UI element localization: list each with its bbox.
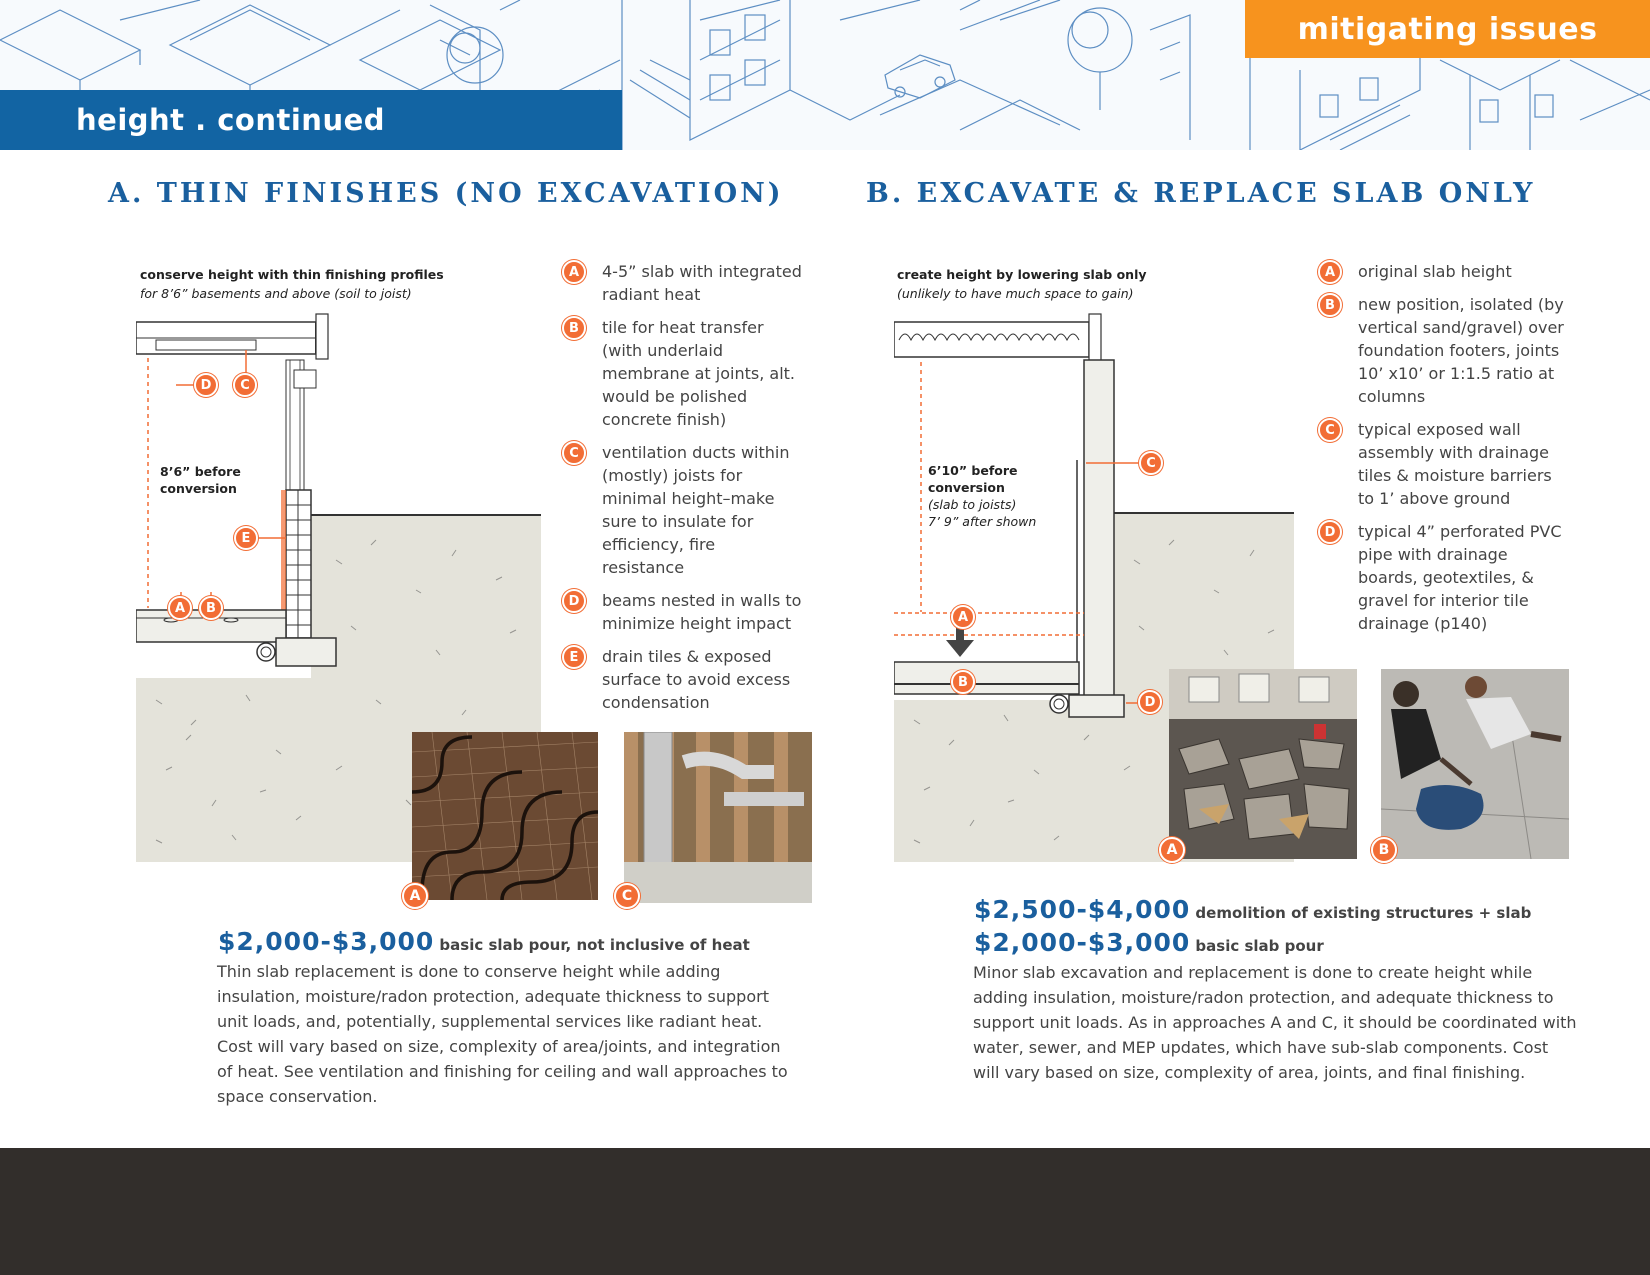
- section-a-cost: [218, 927, 750, 956]
- legend-item: [1318, 293, 1568, 408]
- ventilation-ducts-photo: [624, 732, 812, 903]
- section-tag: height . continued: [0, 90, 622, 150]
- legend-item: [562, 441, 802, 579]
- section-a-diagram-caption: [140, 265, 444, 303]
- legend-item: [562, 589, 802, 635]
- section-a-title: A. THIN FINISHES (NO EXCAVATION): [108, 178, 784, 209]
- legend-item: [1318, 520, 1568, 635]
- section-b-title: B. EXCAVATE & REPLACE SLAB ONLY: [866, 178, 1536, 209]
- diagram-pin-b: B: [199, 596, 223, 620]
- legend-item: [562, 316, 802, 431]
- legend-item: [562, 645, 802, 714]
- legend-badge: A: [1318, 260, 1342, 284]
- slab-demolition-photo: [1169, 669, 1357, 859]
- radiant-heat-photo: [412, 732, 598, 900]
- legend-text: original slab height: [1358, 262, 1512, 281]
- section-a-dimension-label: 8’6” before conversion: [160, 464, 241, 496]
- cost-description: demolition of existing structures + slab: [1195, 904, 1532, 922]
- cost-amount: $2,500-$4,000: [974, 895, 1191, 924]
- diagram-pin-d: D: [194, 373, 218, 397]
- slab-pour-photo: [1381, 669, 1569, 859]
- legend-badge: D: [1318, 520, 1342, 544]
- diagram-pin-e: E: [234, 526, 258, 550]
- caption-bold: conserve height with thin finishing profiles: [140, 267, 444, 282]
- legend-badge: E: [562, 645, 586, 669]
- legend-badge: A: [562, 260, 586, 284]
- photo-pin-b: B: [1371, 837, 1397, 863]
- cost-amount: $2,000-$3,000: [218, 927, 435, 956]
- legend-badge: C: [1318, 418, 1342, 442]
- diagram-pin-a: A: [951, 605, 975, 629]
- cost-description: basic slab pour, not inclusive of heat: [439, 936, 750, 954]
- legend-badge: D: [562, 589, 586, 613]
- section-b-cost: [974, 928, 1324, 957]
- legend-item: [1318, 260, 1568, 283]
- diagram-pin-d: D: [1138, 690, 1162, 714]
- photo-pin-c: C: [614, 883, 640, 909]
- photo-pin-a: A: [1159, 837, 1185, 863]
- legend-text: beams nested in walls to minimize height impact: [602, 591, 802, 633]
- cost-amount: $2,000-$3,000: [974, 928, 1191, 957]
- footer-bar: [0, 1148, 1650, 1275]
- legend-text: drain tiles & exposed surface to avoid excess condensation: [602, 647, 791, 712]
- section-a-body: Thin slab replacement is done to conserve height while adding insulation, moisture/radon protection, adequate thickness to support unit loads, and, potentially, supplemental services like radiant heat. Cost will vary based on size, complexity of area/joints, and integration of heat. See ventilation and finishing for ceiling and wall approaches to space conservation.: [217, 962, 788, 1106]
- caption-italic: (unlikely to have much space to gain): [897, 286, 1134, 301]
- legend-text: typical exposed wall assembly with drainage tiles & moisture barriers to 1’ above ground: [1358, 420, 1552, 508]
- diagram-pin-c: C: [1139, 451, 1163, 475]
- legend-badge: C: [562, 441, 586, 465]
- legend-item: [562, 260, 802, 306]
- legend-badge: B: [1318, 293, 1342, 317]
- category-tag: mitigating issues: [1245, 0, 1650, 58]
- photo-pin-a: A: [402, 883, 428, 909]
- legend-text: new position, isolated (by vertical sand/gravel) over foundation footers, joints 10’ x10’ or 1:1.5 ratio at columns: [1358, 295, 1564, 406]
- legend-text: 4-5” slab with integrated radiant heat: [602, 262, 802, 304]
- caption-bold: create height by lowering slab only: [897, 267, 1147, 282]
- cost-description: basic slab pour: [1195, 937, 1324, 955]
- legend-text: typical 4” perforated PVC pipe with drainage boards, geotextiles, & gravel for interior tile drainage (p140): [1358, 522, 1562, 633]
- diagram-pin-b: B: [951, 670, 975, 694]
- dimension-italic-1: (slab to joists): [928, 497, 1017, 512]
- legend-badge: B: [562, 316, 586, 340]
- dimension-bold: 6’10” before conversion: [928, 463, 1018, 495]
- section-a-legend: [562, 260, 802, 724]
- diagram-pin-a: A: [168, 596, 192, 620]
- section-b-dimension-label: [928, 462, 1058, 530]
- caption-italic: for 8’6” basements and above (soil to joist): [140, 286, 412, 301]
- legend-text: ventilation ducts within (mostly) joists for minimal height–make sure to insulate for efficiency, fire resistance: [602, 443, 790, 577]
- legend-item: [1318, 418, 1568, 510]
- section-b-legend: [1318, 260, 1568, 645]
- section-b-diagram-caption: [897, 265, 1147, 303]
- section-b-body: Minor slab excavation and replacement is done to create height while adding insulation, moisture/radon protection, and adequate thickness to support unit loads. As in approaches A and C, it should be coordinated with water, sewer, and MEP updates, which have sub-slab components. Cost will vary based on size, complexity of area, joints, and final finishing.: [973, 963, 1577, 1082]
- legend-text: tile for heat transfer (with underlaid membrane at joints, alt. would be polished concrete finish): [602, 318, 795, 429]
- section-b-cost: [974, 895, 1531, 924]
- diagram-pin-c: C: [233, 373, 257, 397]
- dimension-italic-2: 7’ 9” after shown: [928, 514, 1037, 529]
